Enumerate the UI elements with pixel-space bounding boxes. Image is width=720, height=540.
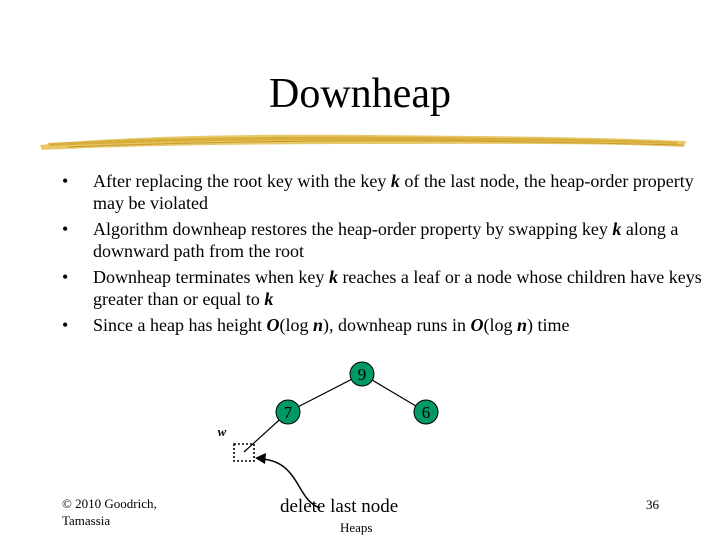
bullet-math-symbol: O — [470, 315, 484, 335]
node-root-key: 9 — [357, 365, 367, 384]
bullet-math-symbol: k — [328, 267, 338, 287]
slide-title: Downheap — [269, 71, 451, 117]
footer-copyright — [62, 495, 202, 529]
bullet-math-symbol: O — [266, 315, 280, 335]
bullet-text: along a downward path from the root — [93, 219, 679, 261]
bullet-text: ), downheap runs in — [322, 315, 471, 335]
copyright-line-1: © 2010 Goodrich, — [62, 496, 157, 511]
bullet-text: ) time — [526, 315, 570, 335]
bullet-text: (log — [279, 315, 313, 335]
bullet-math-symbol: k — [390, 171, 400, 191]
bullet-math-symbol: n — [516, 315, 527, 335]
copyright-line-2: Tamassia — [62, 513, 111, 528]
bullet-math-symbol: k — [612, 219, 622, 239]
bullet-text: of the last node, the heap-order property may be violated — [93, 171, 694, 213]
diagram-caption: delete last node — [280, 496, 399, 517]
bullet-text: reaches a leaf or a node whose children have keys greater than or equal to — [93, 267, 702, 309]
w-label: w — [217, 424, 227, 439]
bullet-text: (log — [483, 315, 517, 335]
bullet-text: Algorithm downheap restores the heap-order property by swapping key — [93, 219, 613, 239]
bullet-math-symbol: n — [312, 315, 323, 335]
node-left-key: 7 — [283, 403, 293, 422]
bullet-math-symbol: k — [264, 289, 274, 309]
bullet-text: Downheap terminates when key — [93, 267, 329, 287]
bullet-text: After replacing the root key with the key — [93, 171, 391, 191]
bullet-text: Since a heap has height — [93, 315, 267, 335]
node-right-key: 6 — [421, 403, 431, 422]
page-number: 36 — [646, 497, 659, 512]
footer-title: Heaps — [340, 520, 373, 535]
empty-node-w — [234, 444, 254, 461]
caption-arrowhead — [255, 453, 266, 464]
